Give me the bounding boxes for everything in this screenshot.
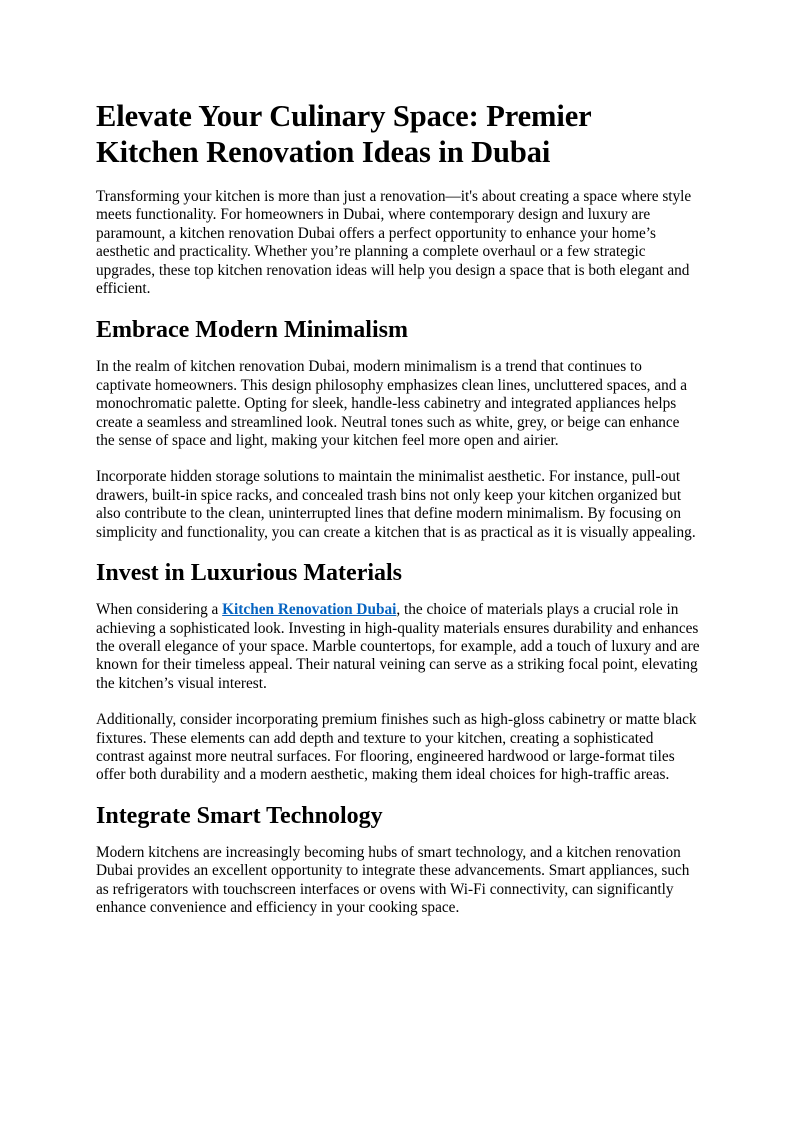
- document-page: [96, 98, 700, 935]
- section-heading-materials: Invest in Luxurious Materials: [96, 560, 403, 587]
- smart-tech-paragraph-1: Modern kitchens are increasingly becoming hubs of smart technology, and a kitchen renovation Dubai provides an excellent opportunity to integrate these advancements. Smart appliances, such as refrigerators with touchscreen interfaces or ovens with Wi-Fi connectivity, can significantly enhance convenience and efficiency in your cooking space.: [96, 843, 690, 916]
- materials-text-after-link: , the choice of materials plays a crucial role in achieving a sophisticated look. Investing in high-quality materials ensures durability and enhances the overall elegance of your space. Marble countertops, for example, add a touch of luxury and are known for their timeless appeal. Their natural veining can serve as a striking focal point, elevating the kitchen’s visual interest.: [96, 601, 700, 692]
- materials-paragraph-1: [96, 601, 700, 693]
- materials-paragraph-2: Additionally, consider incorporating premium finishes such as high-gloss cabinetry or matte black fixtures. These elements can add depth and texture to your kitchen, creating a sophisticated contrast against more neutral surfaces. For flooring, engineered hardwood or large-format tiles offer both durability and a modern aesthetic, making them ideal choices for high-traffic areas.: [96, 711, 697, 784]
- minimalism-paragraph-1: In the realm of kitchen renovation Dubai, modern minimalism is a trend that continues to captivate homeowners. This design philosophy emphasizes clean lines, uncluttered spaces, and a monochromatic palette. Opting for sleek, handle-less cabinetry and integrated appliances helps create a seamless and streamlined look. Neutral tones such as white, grey, or beige can enhance the sense of space and light, making your kitchen feel more open and airier.: [96, 358, 688, 450]
- page-title: Elevate Your Culinary Space: Premier Kitchen Renovation Ideas in Dubai: [96, 99, 592, 169]
- minimalism-paragraph-2: Incorporate hidden storage solutions to maintain the minimalist aesthetic. For instance, pull-out drawers, built-in spice racks, and concealed trash bins not only keep your kitchen organized but also contribute to the clean, uninterrupted lines that define modern minimalism. By focusing on simplicity and functionality, you can create a kitchen that is as practical as it is visually appealing.: [96, 468, 696, 541]
- section-heading-minimalism: Embrace Modern Minimalism: [96, 317, 408, 344]
- kitchen-renovation-dubai-link[interactable]: Kitchen Renovation Dubai: [222, 601, 397, 619]
- intro-paragraph: Transforming your kitchen is more than just a renovation—it's about creating a space where style meets functionality. For homeowners in Dubai, where contemporary design and luxury are paramount, a kitchen renovation Dubai offers a perfect opportunity to enhance your home’s aesthetic and practicality. Whether you’re planning a complete overhaul or a few strategic upgrades, these top kitchen renovation ideas will help you design a space that is both elegant and efficient.: [96, 188, 692, 298]
- materials-text-before-link: When considering a: [96, 601, 223, 619]
- section-heading-smart-tech: Integrate Smart Technology: [96, 802, 383, 829]
